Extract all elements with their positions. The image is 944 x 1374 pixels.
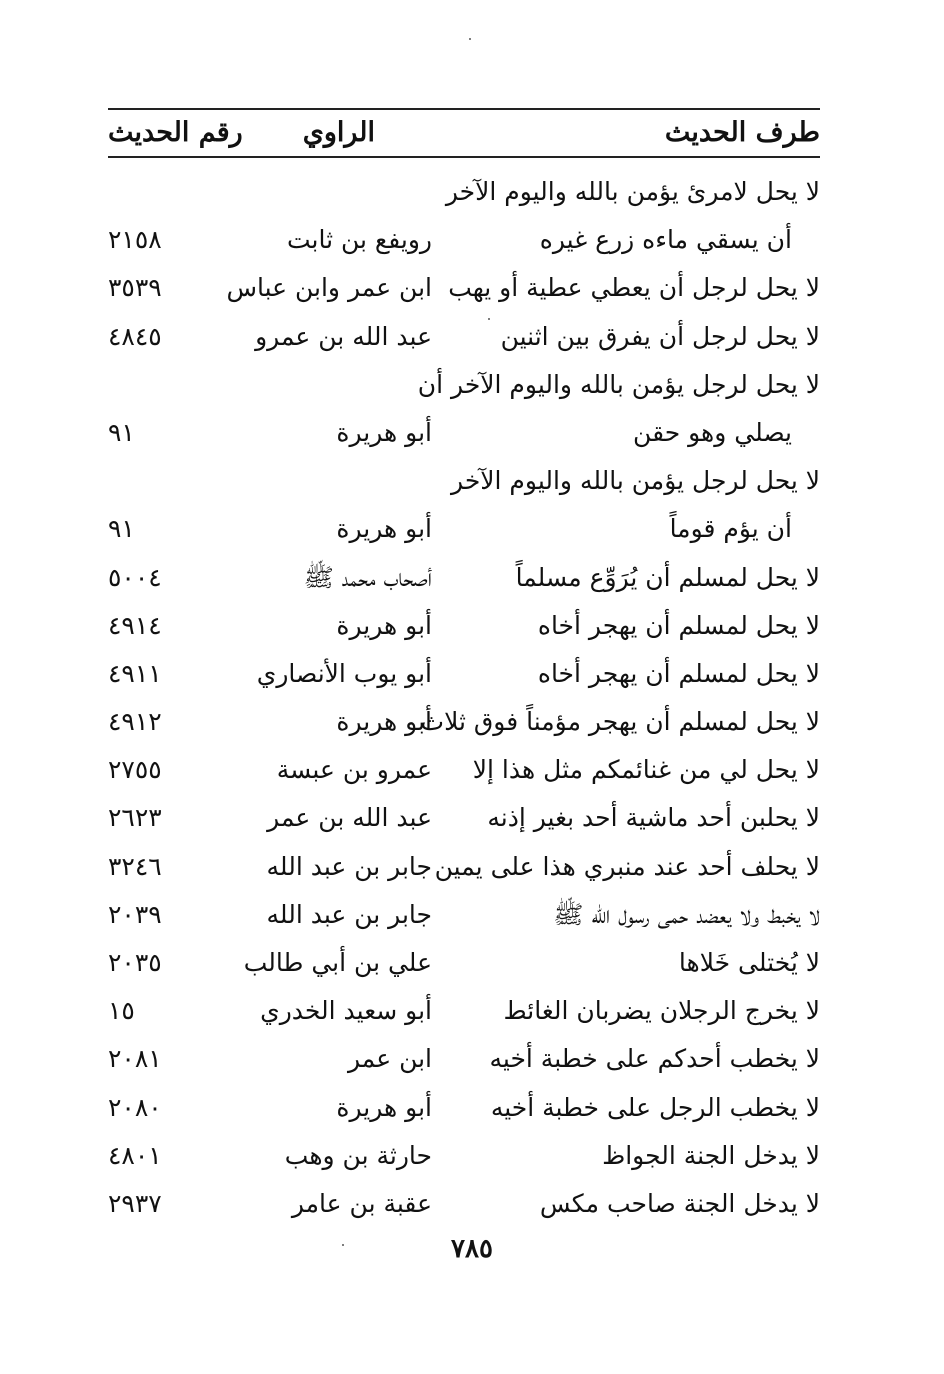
narrator: علي بن أبي طالب	[243, 948, 432, 977]
speck	[469, 38, 471, 40]
hadith-text: لا يحل لرجل يؤمن بالله واليوم الآخر	[451, 466, 820, 496]
hadith-number: ٩١	[108, 417, 135, 447]
hadith-number: ٢٦٢٣	[108, 803, 162, 833]
table-row	[108, 313, 820, 361]
table-row	[108, 264, 820, 312]
narrator: أبو سعيد الخدري	[260, 996, 432, 1026]
hadith-number: ٤٨٠١	[108, 1140, 162, 1170]
narrator: أبو هريرة	[336, 610, 432, 640]
hadith-number: ٢٠٨٠	[108, 1092, 162, 1122]
hadith-number: ٥٠٠٤	[108, 562, 162, 592]
table-row	[108, 891, 820, 939]
table-row	[108, 746, 820, 794]
hadith-text: لا يحل لرجل أن يعطي عطية أو يهب	[448, 273, 820, 303]
hadith-text: لا يحل لمسلم أن يهجر مؤمناً فوق ثلاث	[420, 707, 820, 737]
table-row	[108, 939, 820, 987]
header-number: رقم الحديث	[108, 117, 243, 148]
hadith-text: أن يسقي ماءه زرع غيره	[539, 225, 792, 255]
hadith-text: لا يُختلى خَلاها	[678, 948, 820, 977]
narrator: أبو هريرة	[336, 514, 432, 544]
table-header	[108, 108, 820, 158]
page-number: ٧٨٥	[451, 1234, 493, 1264]
table-row	[108, 794, 820, 842]
hadith-text: لا يدخل الجنة صاحب مكس	[539, 1188, 820, 1218]
hadith-text: لا يحل لمسلم أن يهجر أخاه	[537, 610, 820, 640]
header-narrator: الراوي	[302, 117, 375, 148]
table-row	[108, 505, 820, 553]
table-row	[108, 409, 820, 457]
table-row	[108, 843, 820, 891]
narrator: أبو هريرة	[336, 1092, 432, 1122]
table-row	[108, 1132, 820, 1180]
hadith-number: ٤٨٤٥	[108, 321, 162, 351]
narrator: ابن عمر وابن عباس	[226, 273, 432, 303]
table-row	[108, 168, 820, 216]
hadith-number: ٣٥٣٩	[108, 273, 162, 303]
hadith-text: لا يحل لرجل يؤمن بالله واليوم الآخر أن	[417, 369, 820, 399]
table-row	[108, 987, 820, 1035]
narrator: أصحاب محمد ﷺ	[303, 562, 432, 592]
header-hadith: طرف الحديث	[664, 117, 820, 148]
narrator: عقبة بن عامر	[291, 1188, 432, 1218]
table-row	[108, 602, 820, 650]
narrator: جابر بن عبد الله	[266, 851, 432, 881]
hadith-number: ٢٠٣٩	[108, 899, 162, 929]
hadith-number: ٢٧٥٥	[108, 755, 162, 785]
narrator: أبو هريرة	[336, 417, 432, 447]
hadith-number: ٣٢٤٦	[108, 851, 162, 881]
table-row	[108, 457, 820, 505]
narrator: رويفع بن ثابت	[286, 225, 432, 255]
narrator: أبو هريرة	[336, 707, 432, 737]
table-row	[108, 1180, 820, 1228]
hadith-number: ٩١	[108, 514, 135, 544]
narrator: عمرو بن عبسة	[276, 755, 432, 785]
hadith-number: ٤٩١٢	[108, 707, 162, 737]
narrator: حارثة بن وهب	[284, 1140, 432, 1170]
table-row	[108, 1035, 820, 1083]
hadith-text: لا يحل لمسلم أن يهجر أخاه	[537, 658, 820, 688]
table-row	[108, 554, 820, 602]
hadith-number: ١٥	[108, 996, 135, 1026]
table-row	[108, 650, 820, 698]
hadith-number: ٤٩١٤	[108, 610, 162, 640]
hadith-text: لا يخبط ولا يعضد حمى رسول الله ﷺ	[553, 899, 820, 929]
hadith-text: لا يحل لمسلم أن يُرَوِّع مسلماً	[515, 562, 820, 592]
narrator: عبد الله بن عمرو	[255, 321, 432, 351]
narrator: عبد الله بن عمر	[267, 803, 432, 833]
hadith-text: يصلي وهو حقن	[633, 417, 792, 447]
narrator: ابن عمر	[347, 1044, 432, 1074]
table-row	[108, 698, 820, 746]
hadith-text: لا يخطب أحدكم على خطبة أخيه	[489, 1044, 820, 1074]
hadith-number: ٢٠٨١	[108, 1044, 162, 1074]
table-row	[108, 361, 820, 409]
hadith-text: لا يحلبن أحد ماشية أحد بغير إذنه	[487, 803, 820, 833]
hadith-text: أن يؤم قوماً	[669, 514, 792, 544]
hadith-text: لا يحلف أحد عند منبري هذا على يمين	[434, 851, 820, 881]
hadith-number: ٢١٥٨	[108, 225, 162, 255]
hadith-number: ٤٩١١	[108, 658, 162, 688]
hadith-text: لا يحل لي من غنائمكم مثل هذا إلا	[472, 755, 820, 785]
hadith-text: لا يحل لامرئ يؤمن بالله واليوم الآخر	[445, 177, 820, 206]
hadith-text: لا يحل لرجل أن يفرق بين اثنين	[500, 321, 820, 351]
hadith-table	[108, 168, 820, 1228]
hadith-text: لا يخرج الرجلان يضربان الغائط	[503, 996, 820, 1026]
narrator: جابر بن عبد الله	[266, 899, 432, 929]
table-row	[108, 216, 820, 264]
hadith-text: لا يدخل الجنة الجواظ	[602, 1140, 820, 1170]
hadith-number: ٢٠٣٥	[108, 948, 162, 977]
hadith-text: لا يخطب الرجل على خطبة أخيه	[490, 1092, 820, 1122]
table-row	[108, 1084, 820, 1132]
narrator: أبو يوب الأنصاري	[256, 658, 432, 688]
hadith-number: ٢٩٣٧	[108, 1188, 162, 1218]
